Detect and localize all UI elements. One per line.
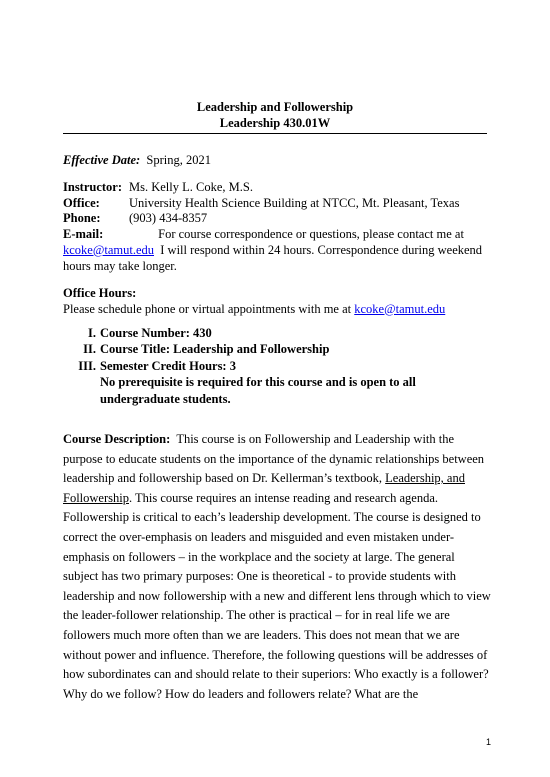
email-response-text: I will respond within 24 hours. Correspondence during weekend hours may take longer. bbox=[63, 242, 483, 273]
prerequisite-note: No prerequisite is required for this course and is open to all undergraduate students. bbox=[100, 375, 416, 406]
office-hours-text-line bbox=[63, 302, 491, 318]
office-label: Office: bbox=[63, 195, 100, 210]
phone-value: (903) 434-8357 bbox=[129, 211, 208, 226]
office-value: University Health Science Building at NTCC, Mt. Pleasant, Texas bbox=[129, 195, 460, 210]
office-row bbox=[63, 196, 491, 212]
page-number: 1 bbox=[485, 737, 491, 747]
effective-date-label: Effective Date: bbox=[63, 153, 141, 167]
effective-date-value: Spring, 2021 bbox=[146, 153, 212, 167]
title-divider bbox=[63, 133, 487, 134]
phone-row bbox=[63, 211, 491, 227]
effective-date bbox=[63, 153, 491, 169]
list-item-number: III. bbox=[78, 358, 96, 373]
course-description-heading: Course Description: bbox=[63, 432, 171, 446]
course-description bbox=[63, 430, 491, 704]
phone-label: Phone: bbox=[63, 211, 101, 226]
office-hours-email-link[interactable]: kcoke@tamut.edu bbox=[354, 301, 446, 316]
course-info-list bbox=[63, 325, 491, 407]
email-link[interactable]: kcoke@tamut.edu bbox=[63, 242, 154, 257]
email-text: For course correspondence or questions, please contact me at bbox=[158, 227, 464, 242]
contact-info bbox=[63, 180, 491, 274]
office-hours-text: Please schedule phone or virtual appointments with me at bbox=[63, 301, 352, 316]
instructor-label: Instructor: bbox=[63, 180, 123, 194]
course-description-text-continued: . This course requires an intense reading and research agenda. Followership is critical to each’s leadership development. The course is designed to correct the over-emphasis on leaders and misguided and even mistaken under-emphasis on followers – in the workplace and the society at large. The general subject has two primary purposes: One is theoretical - to provide students with leadership and now followership with a new and different lens through which to view the leader-follower relationship. The other is practical – for in real life we are followers much more often than we are leaders. This does not mean that we are without power and influence. Therefore, the following questions will be addresses of how subordinates can and should relate to their superiors: Who exactly is a follower? Why do we follow? How do leaders and followers relate? What are the bbox=[63, 490, 491, 701]
course-title-line: Leadership and Followership bbox=[196, 100, 354, 114]
list-item bbox=[63, 358, 491, 374]
course-code-line: Leadership 430.01W bbox=[219, 116, 331, 130]
course-description-text: This course is on Followership and Leadership with the purpose to educate students on the importance of the dynamic relationships between leadership and followership based on Dr. Kellerman’s textbook, bbox=[63, 432, 485, 486]
textbook-title: Leadership, and Followership bbox=[63, 471, 465, 505]
instructor-row bbox=[63, 180, 491, 196]
list-item-number: II. bbox=[83, 342, 96, 357]
email-block bbox=[63, 227, 491, 274]
list-item-text: Course Title: Leadership and Followership bbox=[100, 342, 330, 357]
list-item bbox=[63, 325, 491, 341]
list-item-number: I. bbox=[88, 326, 96, 340]
document-title bbox=[63, 99, 487, 131]
office-hours-heading: Office Hours: bbox=[63, 286, 137, 300]
instructor-value: Ms. Kelly L. Coke, M.S. bbox=[129, 180, 253, 194]
email-label: E-mail: bbox=[63, 227, 104, 242]
list-item bbox=[63, 341, 491, 357]
office-hours bbox=[63, 286, 491, 317]
list-item-text: Course Number: 430 bbox=[100, 326, 212, 340]
list-item-text: Semester Credit Hours: 3 bbox=[100, 358, 236, 373]
